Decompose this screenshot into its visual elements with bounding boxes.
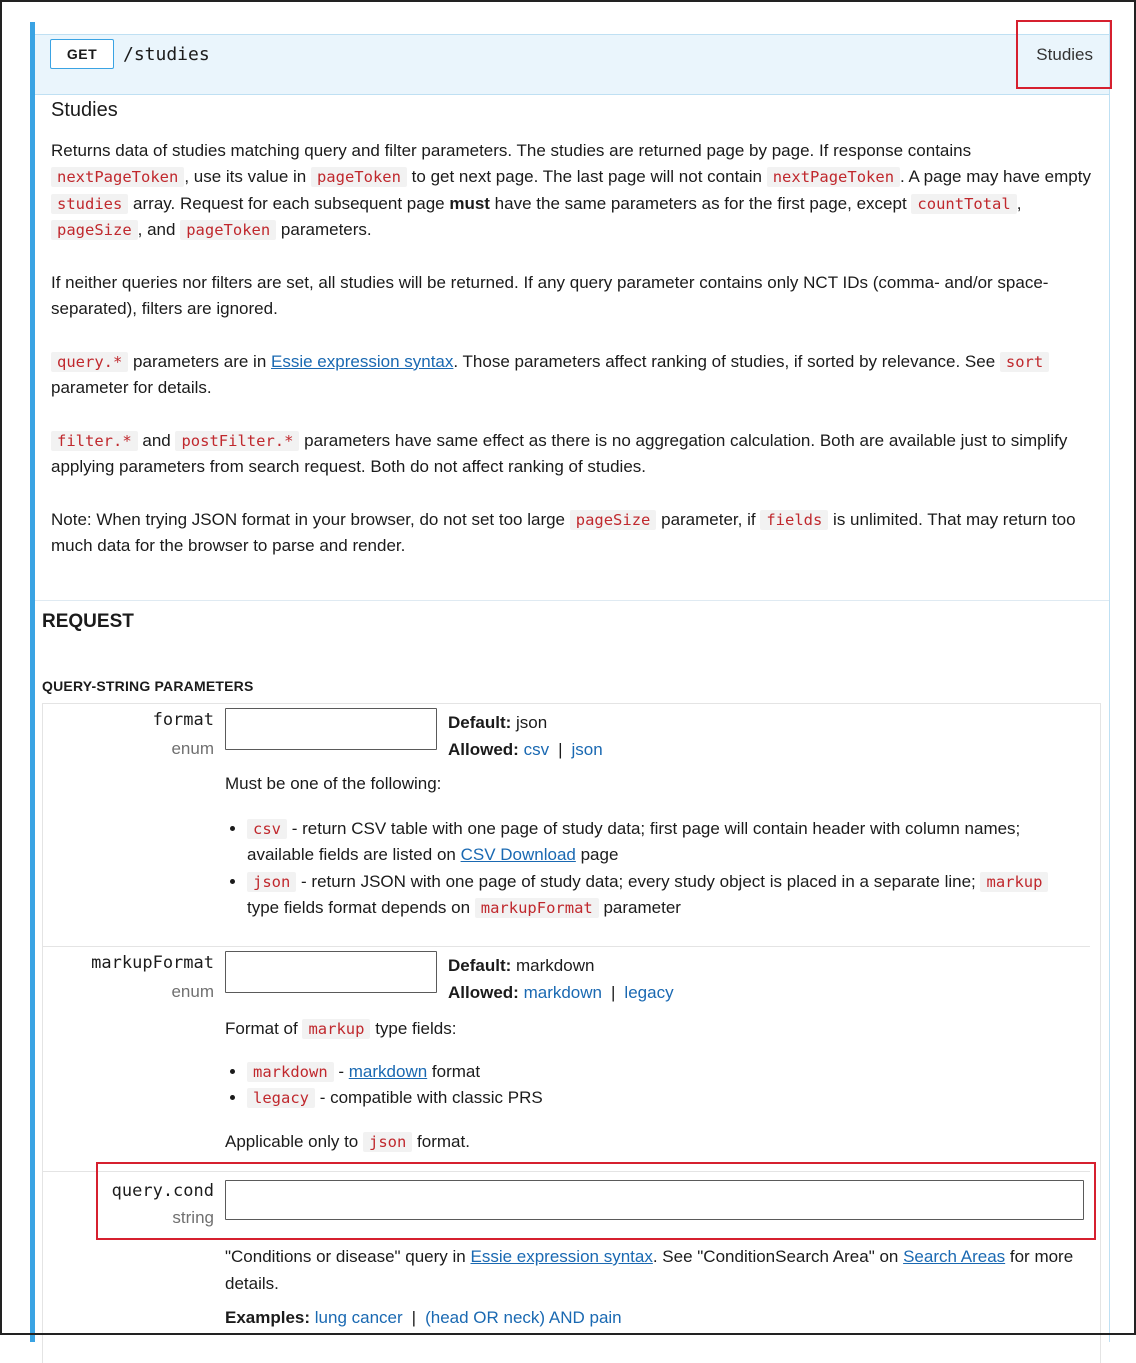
param-row-format (43, 704, 1090, 946)
allowed-csv-link[interactable]: csv (523, 740, 550, 759)
request-heading: REQUEST (42, 611, 134, 632)
param-description (225, 771, 1090, 922)
description-paragraph-5 (51, 507, 1091, 560)
example-link-head-neck-pain[interactable]: (head OR neck) AND pain (425, 1308, 622, 1327)
list-item (247, 1085, 1090, 1112)
example-link-lung-cancer[interactable]: lung cancer (314, 1308, 403, 1327)
essie-syntax-link[interactable]: Essie expression syntax (470, 1247, 653, 1266)
code-legacy: legacy (247, 1088, 315, 1108)
description-paragraph-3 (51, 349, 1091, 402)
text: parameter (598, 898, 681, 917)
param-intro: Must be one of the following: (225, 774, 442, 793)
code-markdown: markdown (247, 1062, 334, 1082)
allowed-legacy-link[interactable]: legacy (624, 983, 674, 1002)
code-post-filter: postFilter.* (175, 431, 299, 451)
allowed-label: Allowed: (448, 740, 519, 759)
allowed-markdown-link[interactable]: markdown (523, 983, 602, 1002)
default-value: markdown (516, 956, 595, 975)
param-note (225, 1129, 1090, 1156)
text: is unlimited. That may return too much data for the browser to parse and render. (51, 509, 1076, 555)
code-query: query.* (51, 352, 128, 372)
text: parameters have same effect as there is no aggregation calculation. Both are available just to simplify applying parameters from search request. Both do not affect ranking of studies. (51, 430, 1068, 476)
param-description (225, 1244, 1090, 1332)
code-page-token: pageToken (311, 167, 407, 187)
separator: | (411, 1308, 417, 1327)
format-input[interactable] (225, 708, 437, 750)
text: Returns data of studies matching query and filter parameters. The studies are returned page by page. If response contains (51, 140, 972, 160)
highlight-box-tag (1016, 20, 1112, 89)
text: . Those parameters affect ranking of studies, if sorted by relevance. See (453, 351, 1000, 371)
text: for more details. (225, 1247, 1074, 1293)
operation-header[interactable] (35, 34, 1109, 95)
markup-option-list (225, 1059, 1090, 1112)
allowed-json-link[interactable]: json (571, 740, 603, 759)
allowed-label: Allowed: (448, 983, 519, 1002)
default-label: Default: (448, 956, 512, 975)
param-type: string (172, 1208, 214, 1227)
code-filter: filter.* (51, 431, 138, 451)
section-divider (35, 600, 1109, 601)
query-string-heading: QUERY-STRING PARAMETERS (42, 678, 254, 694)
code-next-page-token: nextPageToken (767, 167, 900, 187)
list-item (247, 869, 1090, 922)
text: parameter for details. (51, 378, 212, 397)
parameters-table (42, 703, 1101, 1363)
default-value: json (516, 713, 548, 732)
list-item (247, 1059, 1090, 1086)
text: format (427, 1061, 481, 1081)
http-method-badge: GET (50, 39, 114, 69)
code-studies: studies (51, 194, 128, 214)
markup-format-input[interactable] (225, 951, 437, 993)
code-page-size: pageSize (570, 510, 657, 530)
code-page-token: pageToken (180, 220, 276, 240)
param-intro (225, 1016, 1090, 1043)
code-json: json (247, 872, 296, 892)
text: type fields format depends on (247, 898, 475, 917)
endpoint-path: /studies (123, 44, 210, 65)
emphasis-must: must (449, 193, 490, 213)
text: . See "ConditionSearch Area" on (652, 1247, 904, 1266)
operation-description (51, 92, 1091, 586)
text: , and (137, 220, 181, 239)
description-paragraph-2: If neither queries nor filters are set, all studies will be returned. If any query parameter contains only NCT IDs (comma- and/or space-separated), filters are ignored. (51, 272, 1049, 318)
code-count-total: countTotal (911, 194, 1016, 214)
text: format. (412, 1131, 470, 1151)
param-name: query.cond (111, 1181, 214, 1201)
description-title: Studies (51, 99, 118, 121)
text: , (1016, 193, 1022, 213)
param-type: enum (171, 739, 214, 758)
param-desc-text (225, 1244, 1090, 1297)
param-row-markup-format (43, 947, 1090, 1171)
separator: | (611, 983, 616, 1002)
separator: | (558, 740, 563, 759)
text: parameter, if (656, 509, 761, 529)
text: - return JSON with one page of study data; every study object is placed in a separate line; (296, 871, 981, 891)
text: and (137, 430, 176, 450)
code-csv: csv (247, 819, 287, 839)
code-next-page-token: nextPageToken (51, 167, 184, 187)
param-name: markupFormat (91, 953, 214, 973)
text: "Conditions or disease" query in (225, 1247, 471, 1266)
text: page (575, 845, 619, 864)
default-label: Default: (448, 713, 512, 732)
code-fields: fields (760, 510, 828, 530)
text: - return CSV table with one page of study data; first page will contain header with column names; available fields are listed on (247, 818, 1021, 864)
csv-download-link[interactable]: CSV Download (460, 845, 576, 864)
text: to get next page. The last page will not contain (406, 167, 767, 186)
text: - (333, 1061, 349, 1081)
code-markup: markup (302, 1019, 370, 1039)
highlight-box-query-cond (96, 1162, 1096, 1240)
text: type fields: (370, 1019, 457, 1038)
description-paragraph-4 (51, 428, 1091, 481)
param-meta (448, 709, 603, 763)
param-meta (448, 952, 674, 1006)
text: - compatible with classic PRS (315, 1088, 543, 1107)
text: Format of (225, 1019, 303, 1038)
list-item (247, 816, 1090, 869)
text: , use its value in (184, 167, 311, 186)
text: parameters. (276, 220, 372, 239)
essie-syntax-link[interactable]: Essie expression syntax (271, 351, 454, 371)
markdown-link[interactable]: markdown (348, 1061, 428, 1081)
operation-panel (30, 22, 1110, 1342)
param-type: enum (171, 982, 214, 1001)
text: array. Request for each subsequent page (128, 193, 450, 213)
text: parameters are in (128, 351, 272, 371)
text: . A page may have empty (900, 167, 1091, 186)
text: have the same parameters as for the first page, except (489, 193, 912, 213)
code-markup: markup (980, 872, 1048, 892)
description-paragraph-1 (51, 138, 1091, 244)
format-option-list (225, 816, 1090, 922)
examples-line (225, 1305, 1090, 1332)
operation-tag[interactable]: Studies (1036, 45, 1093, 64)
text: Note: When trying JSON format in your browser, do not set too large (51, 509, 570, 529)
code-json: json (363, 1132, 412, 1152)
param-description (225, 1016, 1090, 1155)
examples-label: Examples: (225, 1308, 311, 1327)
code-sort: sort (1000, 352, 1049, 372)
code-markup-format: markupFormat (475, 898, 599, 918)
code-page-size: pageSize (51, 220, 138, 240)
search-areas-link[interactable]: Search Areas (903, 1247, 1006, 1266)
text: Applicable only to (225, 1131, 363, 1151)
param-name: format (152, 710, 214, 730)
